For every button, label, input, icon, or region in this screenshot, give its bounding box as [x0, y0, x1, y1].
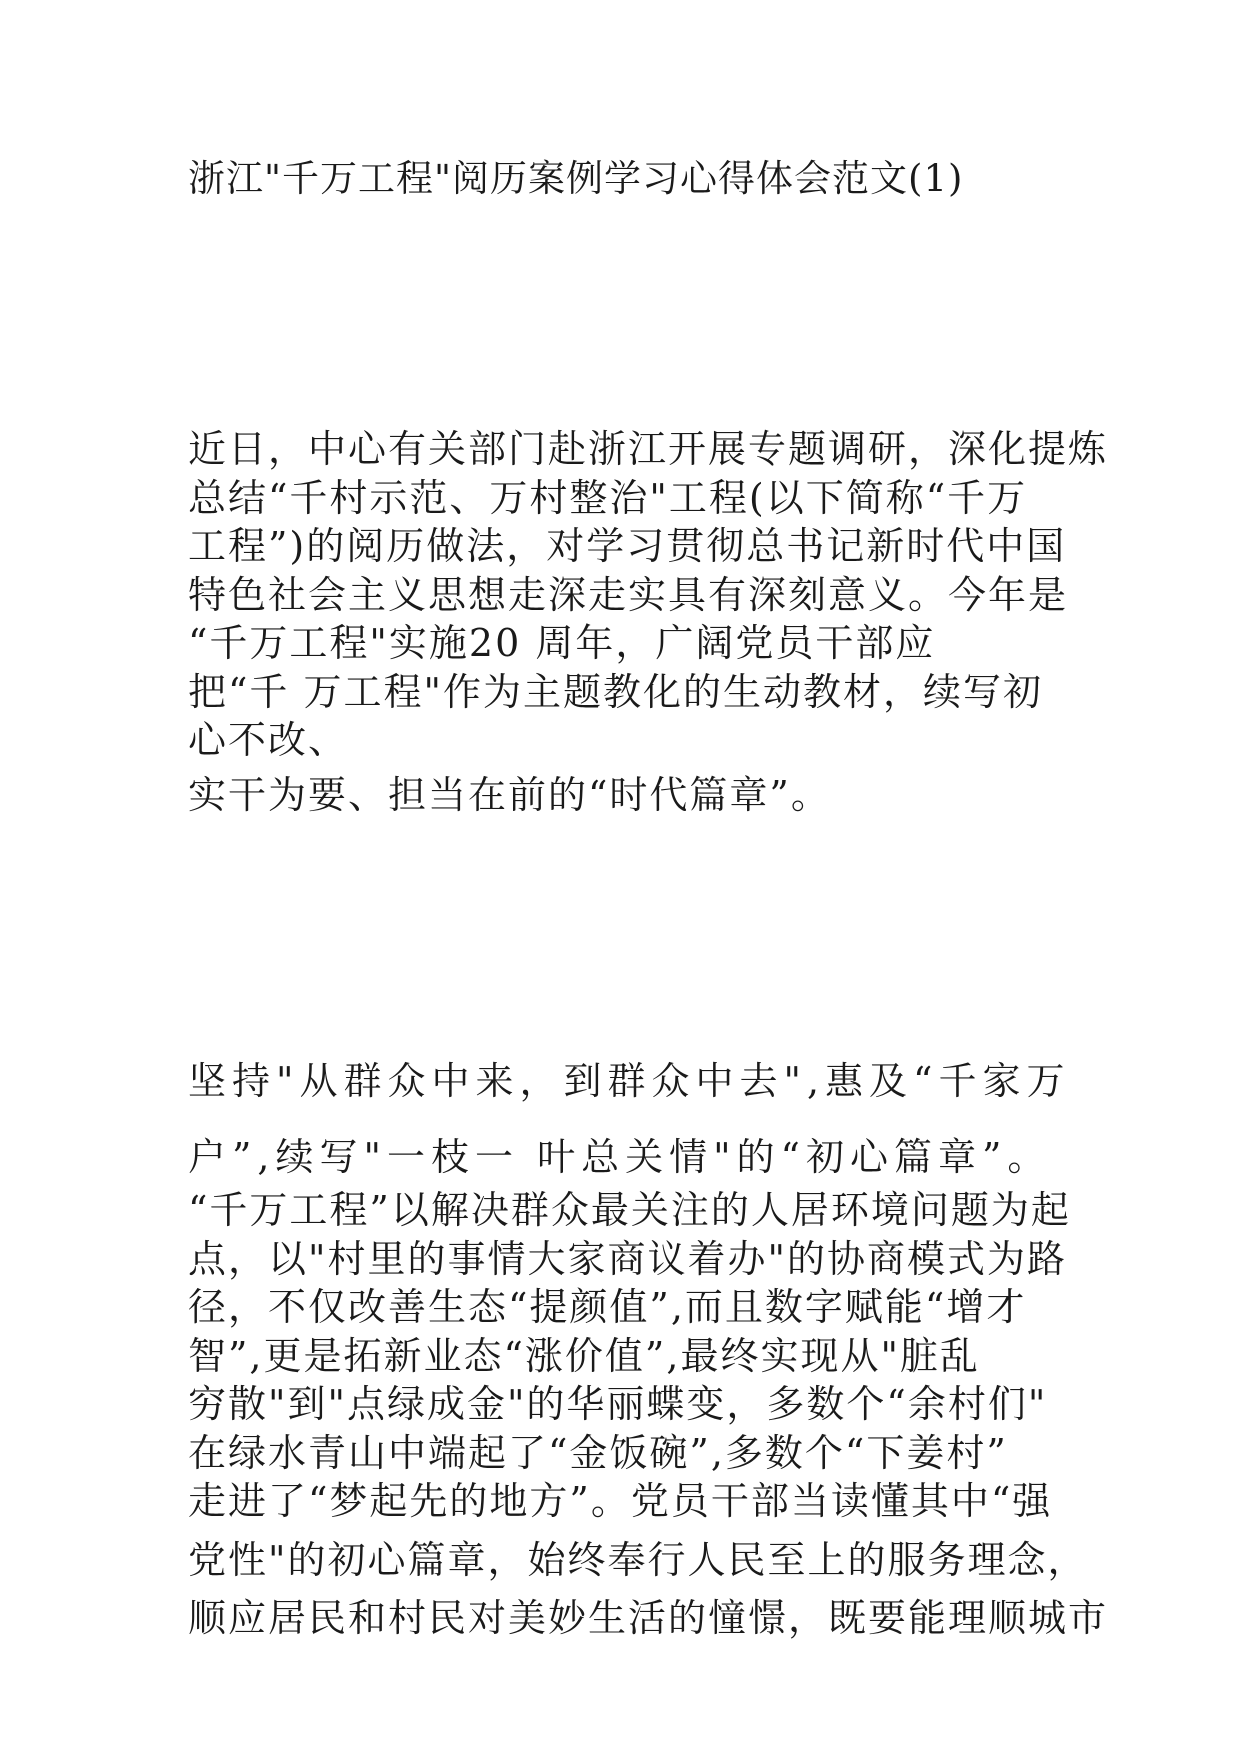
paragraph-line: 坚持"从群众中来，到群众中去",惠及“千家万 — [188, 1059, 1071, 1103]
paragraph-line: 户”,续写"一枝一 叶总关情"的“初心篇章”。 — [188, 1135, 1052, 1179]
paragraph-body — [188, 1052, 1109, 1643]
paragraph-line: 智”,更是拓新业态“涨价值”,最终实现从"脏乱 — [188, 1333, 980, 1378]
document-title: 浙江"千万工程"阅历案例学习心得体会范文(1) — [188, 157, 964, 200]
paragraph-line: “千万工程”以解决群众最关注的人居环境问题为起 — [188, 1188, 1071, 1232]
paragraph-line: 实干为要、担当在前的“时代篇章”。 — [188, 772, 831, 817]
paragraph-line: “千万工程"实施20 周年，广阔党员干部应 — [188, 621, 936, 665]
paragraph-line: 点，以"村里的事情大家商议着办"的协商模式为路 — [188, 1236, 1067, 1281]
paragraph-line: 工程”)的阅历做法，对学习贯彻总书记新时代中国 — [188, 524, 1067, 568]
paragraph-line: 把“千 万工程"作为主题教化的生动教材，续写初 — [188, 669, 1043, 714]
paragraph-line: 穷散"到"点绿成金"的华丽蝶变，多数个“余村们" — [188, 1382, 1048, 1426]
paragraph-line: 心不改、 — [188, 718, 349, 762]
paragraph-line: 特色社会主义思想走深走实具有深刻意义。今年是 — [188, 572, 1069, 617]
paragraph-line: 顺应居民和村民对美妙生活的憧憬，既要能理顺城市 — [188, 1596, 1109, 1640]
paragraph-line: 总结“千村示范、万村整治"工程(以下简称“千万 — [188, 475, 1028, 520]
paragraph-line: 党性"的初心篇章，始终奉行人民至上的服务理念， — [188, 1537, 1088, 1582]
paragraph-line: 走进了“梦起先的地方”。党员干部当读懂其中“强 — [188, 1479, 1053, 1523]
paragraph-line: 在绿水青山中端起了“金饭碗”,多数个“下姜村” — [188, 1430, 1008, 1475]
paragraph-line: 近日，中心有关部门赴浙江开展专题调研，深化提炼 — [188, 427, 1109, 471]
paragraph-intro — [188, 425, 1109, 819]
paragraph-line: 径，不仅改善生态“提颜值”,而且数字赋能“增才 — [188, 1285, 1027, 1329]
